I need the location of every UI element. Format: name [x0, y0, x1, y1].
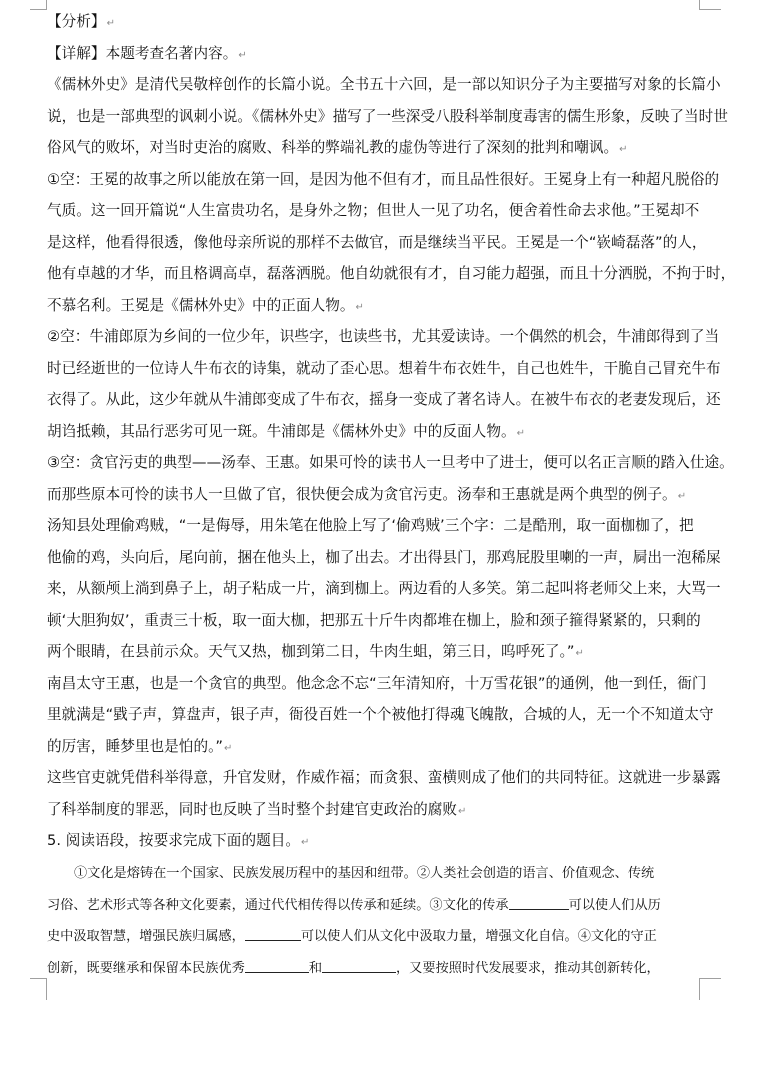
- text-line: 《儒林外史》是清代吴敬梓创作的长篇小说。全书五十六回，是一部以知识分子为主要描写对象的长篇小: [47, 76, 721, 93]
- paragraph-mark-icon: ↵: [516, 427, 526, 439]
- paragraph-mark-icon: ↵: [355, 301, 364, 313]
- crop-mark-top-left-horizontal: [30, 9, 47, 10]
- text-line: 俗风气的败坏，对当时吏治的腐败、科举的弊端礼教的虚伪等进行了深刻的批判和嘲讽。↵: [47, 139, 628, 156]
- paragraph-mark-icon: ↵: [677, 490, 687, 502]
- text-line: 是这样，他看得很透，像他母亲所说的那样不去做官，而是继续当平民。王冕是一个“嵚崎磊落”的人，: [47, 233, 707, 251]
- text-line: 他有卓越的才华，而且格调高卓，磊落洒脱。他自幼就很有才，自习能力超强，而且十分洒脱，不拘于时，: [47, 265, 736, 282]
- paragraph-mark-icon: ↵: [301, 837, 310, 848]
- document-body: [47, 6, 736, 857]
- answer-blank[interactable]: [509, 895, 569, 910]
- text-line: 时已经逝世的一位诗人牛布衣的诗集，就动了歪心思。想着牛布衣姓牛，自己也姓牛，干脆自己冒充牛布: [47, 359, 721, 377]
- text-line: 南昌太守王惠，也是一个贪官的典型。他念念不忘“三年清知府，十万雪花银”的通例，他一到任，衙门: [47, 674, 707, 692]
- paragraph-mark-icon: ↵: [224, 742, 233, 754]
- text-line: 的厉害，睡梦里也是怕的。”↵: [47, 737, 233, 755]
- heading-detail: 【详解】本题考查名著内容。↵: [47, 44, 247, 62]
- passage-line: 创新，既要继承和保留本民族优秀 和 ，又要按照时代发展要求，推动其创新转化，: [47, 953, 707, 985]
- text-line: 这些官吏就凭借科举得意，升官发财，作威作福；而贪狠、蛮横则成了他们的共同特征。这就进一步暴露: [47, 769, 721, 786]
- paragraph-mark-icon: ↵: [458, 805, 467, 817]
- text-line: 衣得了。从此，这少年就从牛浦郎变成了牛布衣，摇身一变成了著名诗人。在被牛布衣的老妻发现后，还: [47, 391, 721, 408]
- heading-analysis: 【分析】↵: [47, 13, 116, 30]
- text-line: 气质。这一回开篇说“人生富贵功名，是身外之物；但世人一见了功名，便舍着性命去求他。”王冕却不: [47, 202, 700, 219]
- answer-blank[interactable]: [245, 958, 309, 973]
- text-line: 里就满是“戥子声，算盘声，银子声，衙役百姓一个个被他打得魂飞魄散，合城的人，无一个不知道太守: [47, 706, 714, 723]
- text-line: ②空：牛浦郎原为乡间的一位少年，识些字，也读些书，尤其爱读诗。一个偶然的机会，牛浦郎得到了当: [47, 328, 720, 345]
- passage-line: 习俗、艺术形式等各种文化要素，通过代代相传得以传承和延续。③文化的传承 可以使人们从历: [47, 890, 707, 922]
- reading-passage: [47, 858, 707, 984]
- text-line: 他偷的鸡，头向后，尾向前，捆在他头上，枷了出去。才出得县门，那鸡屁股里喇的一声，屙出一泡稀屎: [47, 548, 721, 566]
- crop-mark-bottom-left-horizontal: [30, 978, 47, 979]
- paragraph-mark-icon: ↵: [238, 49, 247, 61]
- text-line: 了科举制度的罪恶，同时也反映了当时整个封建官吏政治的腐败↵: [47, 800, 467, 818]
- text-line: 不慕名利。王冕是《儒林外史》中的正面人物。↵: [47, 296, 364, 314]
- answer-blank[interactable]: [322, 958, 396, 973]
- text-line: 说，也是一部典型的讽刺小说。《儒林外史》描写了一些深受八股科举制度毒害的儒生形象，反映了当时世: [47, 107, 728, 125]
- text-line: 顿‘大胆狗奴’，重责三十板，取一面大枷，把那五十斤牛肉都堆在枷上，脸和颈子箍得紧紧的，只剩的: [47, 611, 701, 629]
- passage-line: 史中汲取智慧，增强民族归属感， 可以使人们从文化中汲取力量，增强文化自信。④文化的守正: [47, 921, 707, 953]
- answer-blank[interactable]: [245, 926, 301, 941]
- paragraph-mark-icon: ↵: [575, 648, 584, 659]
- text-line: 而那些原本可怜的读书人一旦做了官，很快便会成为贪官污吏。汤奉和王惠就是两个典型的例子。↵: [47, 485, 687, 503]
- paragraph-mark-icon: ↵: [619, 144, 628, 155]
- text-line: 两个眼睛，在县前示众。天气又热，枷到第二日，牛肉生蛆，第三日，呜呼死了。”↵: [47, 643, 584, 660]
- text-line: ①空：王冕的故事之所以能放在第一回，是因为他不但有才，而且品性很好。王冕身上有一种超凡脱俗的: [47, 170, 720, 188]
- paragraph-mark-icon: ↵: [106, 18, 116, 29]
- text-line: 来，从额颅上淌到鼻子上，胡子粘成一片，滴到枷上。两边看的人多笑。第二起叫将老师父上来，大骂一: [47, 580, 721, 597]
- question-prompt: 5. 阅读语段，按要求完成下面的题目。↵: [47, 832, 310, 849]
- passage-line: ①文化是熔铸在一个国家、民族发展历程中的基因和纽带。②人类社会创造的语言、价值观念、传统: [74, 866, 655, 881]
- text-line: 胡诌抵赖，其品行恶劣可见一斑。牛浦郎是《儒林外史》中的反面人物。↵: [47, 422, 526, 440]
- text-line: 汤知县处理偷鸡贼，“一是侮辱，用朱笔在他脸上写了‘偷鸡贼’三个字：二是酷刑，取一面枷枷了，把: [47, 517, 694, 534]
- text-line: ③空：贪官污吏的典型——汤奉、王惠。如果可怜的读书人一旦考中了进士，便可以名正言顺的踏入仕途。: [47, 454, 734, 471]
